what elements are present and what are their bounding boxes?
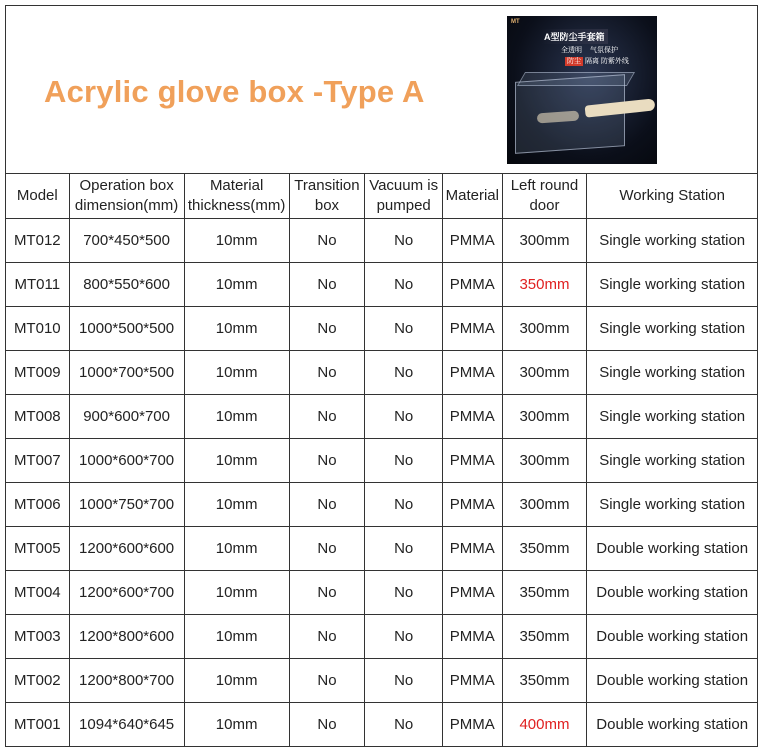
cell-left-door: 300mm — [502, 219, 587, 263]
cell-working-station: Single working station — [587, 439, 758, 483]
cell-dimension: 1000*600*700 — [69, 439, 184, 483]
cell-model: MT004 — [6, 571, 70, 615]
col-header-model: Model — [6, 174, 70, 219]
cell-left-door: 300mm — [502, 439, 587, 483]
cell-thickness: 10mm — [184, 615, 289, 659]
cell-transition-box: No — [289, 307, 365, 351]
cell-left-door: 350mm — [502, 615, 587, 659]
cell-left-door: 350mm — [502, 527, 587, 571]
table-row — [6, 219, 758, 263]
tag-uv: 防紫外线 — [600, 58, 629, 65]
cell-transition-box: No — [289, 571, 365, 615]
product-image-headline: A型防尘手套箱 — [541, 29, 608, 44]
cell-material: PMMA — [443, 395, 503, 439]
cell-transition-box: No — [289, 263, 365, 307]
cell-vacuum: No — [365, 615, 443, 659]
cell-left-door: 350mm — [502, 659, 587, 703]
cell-model: MT005 — [6, 527, 70, 571]
col-header-material: Material — [443, 174, 503, 219]
cell-left-door: 400mm — [502, 703, 587, 747]
cell-material: PMMA — [443, 527, 503, 571]
cell-left-door: 350mm — [502, 263, 587, 307]
cell-dimension: 1200*600*600 — [69, 527, 184, 571]
table-row — [6, 439, 758, 483]
cell-material: PMMA — [443, 263, 503, 307]
cell-thickness: 10mm — [184, 527, 289, 571]
col-header-transition-box: Transition box — [289, 174, 365, 219]
col-header-left-door: Left round door — [502, 174, 587, 219]
cell-material: PMMA — [443, 571, 503, 615]
cell-transition-box: No — [289, 219, 365, 263]
cell-vacuum: No — [365, 351, 443, 395]
table-row — [6, 307, 758, 351]
cell-vacuum: No — [365, 307, 443, 351]
cell-working-station: Single working station — [587, 483, 758, 527]
cell-dimension: 1200*800*700 — [69, 659, 184, 703]
cell-working-station: Double working station — [587, 703, 758, 747]
cell-working-station: Double working station — [587, 615, 758, 659]
product-image — [507, 16, 657, 164]
cell-thickness: 10mm — [184, 571, 289, 615]
cell-transition-box: No — [289, 483, 365, 527]
table-header-row — [6, 174, 758, 219]
cell-model: MT002 — [6, 659, 70, 703]
cell-dimension: 1200*600*700 — [69, 571, 184, 615]
cell-model: MT001 — [6, 703, 70, 747]
cell-working-station: Single working station — [587, 307, 758, 351]
cell-model: MT010 — [6, 307, 70, 351]
cell-vacuum: No — [365, 571, 443, 615]
cell-transition-box: No — [289, 659, 365, 703]
cell-vacuum: No — [365, 439, 443, 483]
table-row — [6, 615, 758, 659]
cell-thickness: 10mm — [184, 659, 289, 703]
cell-dimension: 900*600*700 — [69, 395, 184, 439]
cell-material: PMMA — [443, 659, 503, 703]
cell-vacuum: No — [365, 703, 443, 747]
cell-model: MT012 — [6, 219, 70, 263]
cell-dimension: 1200*800*600 — [69, 615, 184, 659]
cell-vacuum: No — [365, 263, 443, 307]
cell-dimension: 800*550*600 — [69, 263, 184, 307]
cell-thickness: 10mm — [184, 307, 289, 351]
cell-working-station: Double working station — [587, 571, 758, 615]
tag-transparent: 全透明 — [561, 47, 582, 54]
cell-vacuum: No — [365, 527, 443, 571]
cell-model: MT008 — [6, 395, 70, 439]
cell-material: PMMA — [443, 351, 503, 395]
cell-working-station: Double working station — [587, 527, 758, 571]
cell-thickness: 10mm — [184, 703, 289, 747]
cell-transition-box: No — [289, 703, 365, 747]
col-header-vacuum: Vacuum is pumped — [365, 174, 443, 219]
table-row — [6, 483, 758, 527]
tag-isolation: 隔离 — [584, 58, 599, 65]
cell-left-door: 300mm — [502, 307, 587, 351]
cell-vacuum: No — [365, 395, 443, 439]
cell-vacuum: No — [365, 219, 443, 263]
cell-material: PMMA — [443, 307, 503, 351]
cell-dimension: 1000*700*500 — [69, 351, 184, 395]
cell-model: MT007 — [6, 439, 70, 483]
cell-thickness: 10mm — [184, 219, 289, 263]
table-row — [6, 263, 758, 307]
cell-thickness: 10mm — [184, 439, 289, 483]
header-section — [5, 5, 758, 173]
cell-transition-box: No — [289, 395, 365, 439]
cell-thickness: 10mm — [184, 483, 289, 527]
cell-transition-box: No — [289, 439, 365, 483]
cell-transition-box: No — [289, 527, 365, 571]
spec-table — [5, 173, 758, 747]
cell-working-station: Single working station — [587, 219, 758, 263]
cell-left-door: 300mm — [502, 483, 587, 527]
cell-material: PMMA — [443, 439, 503, 483]
cell-material: PMMA — [443, 483, 503, 527]
col-header-dimension: Operation box dimension(mm) — [69, 174, 184, 219]
table-row — [6, 659, 758, 703]
cell-dimension: 700*450*500 — [69, 219, 184, 263]
tag-atmosphere: 气氛保护 — [589, 47, 618, 54]
cell-material: PMMA — [443, 615, 503, 659]
cell-working-station: Single working station — [587, 395, 758, 439]
cell-transition-box: No — [289, 615, 365, 659]
spec-sheet — [5, 5, 759, 741]
brand-logo: MT — [511, 19, 520, 25]
table-body — [6, 219, 758, 747]
cell-thickness: 10mm — [184, 395, 289, 439]
table-row — [6, 571, 758, 615]
tag-dustproof: 防尘 — [567, 58, 581, 65]
cell-left-door: 350mm — [502, 571, 587, 615]
cell-model: MT006 — [6, 483, 70, 527]
cell-dimension: 1094*640*645 — [69, 703, 184, 747]
cell-vacuum: No — [365, 483, 443, 527]
cell-model: MT003 — [6, 615, 70, 659]
table-row — [6, 351, 758, 395]
cell-transition-box: No — [289, 351, 365, 395]
cell-working-station: Single working station — [587, 351, 758, 395]
cell-dimension: 1000*500*500 — [69, 307, 184, 351]
cell-left-door: 300mm — [502, 395, 587, 439]
cell-working-station: Double working station — [587, 659, 758, 703]
cell-working-station: Single working station — [587, 263, 758, 307]
product-image-tags-2 — [565, 56, 629, 66]
cell-dimension: 1000*750*700 — [69, 483, 184, 527]
table-row — [6, 395, 758, 439]
cell-material: PMMA — [443, 703, 503, 747]
product-image-tags-1 — [559, 44, 622, 56]
cell-model: MT011 — [6, 263, 70, 307]
col-header-thickness: Material thickness(mm) — [184, 174, 289, 219]
cell-material: PMMA — [443, 219, 503, 263]
table-row — [6, 703, 758, 747]
cell-vacuum: No — [365, 659, 443, 703]
cell-left-door: 300mm — [502, 351, 587, 395]
cell-thickness: 10mm — [184, 351, 289, 395]
page-title: Acrylic glove box -Type A — [44, 74, 425, 109]
cell-model: MT009 — [6, 351, 70, 395]
col-header-working-station: Working Station — [587, 174, 758, 219]
cell-thickness: 10mm — [184, 263, 289, 307]
table-row — [6, 527, 758, 571]
